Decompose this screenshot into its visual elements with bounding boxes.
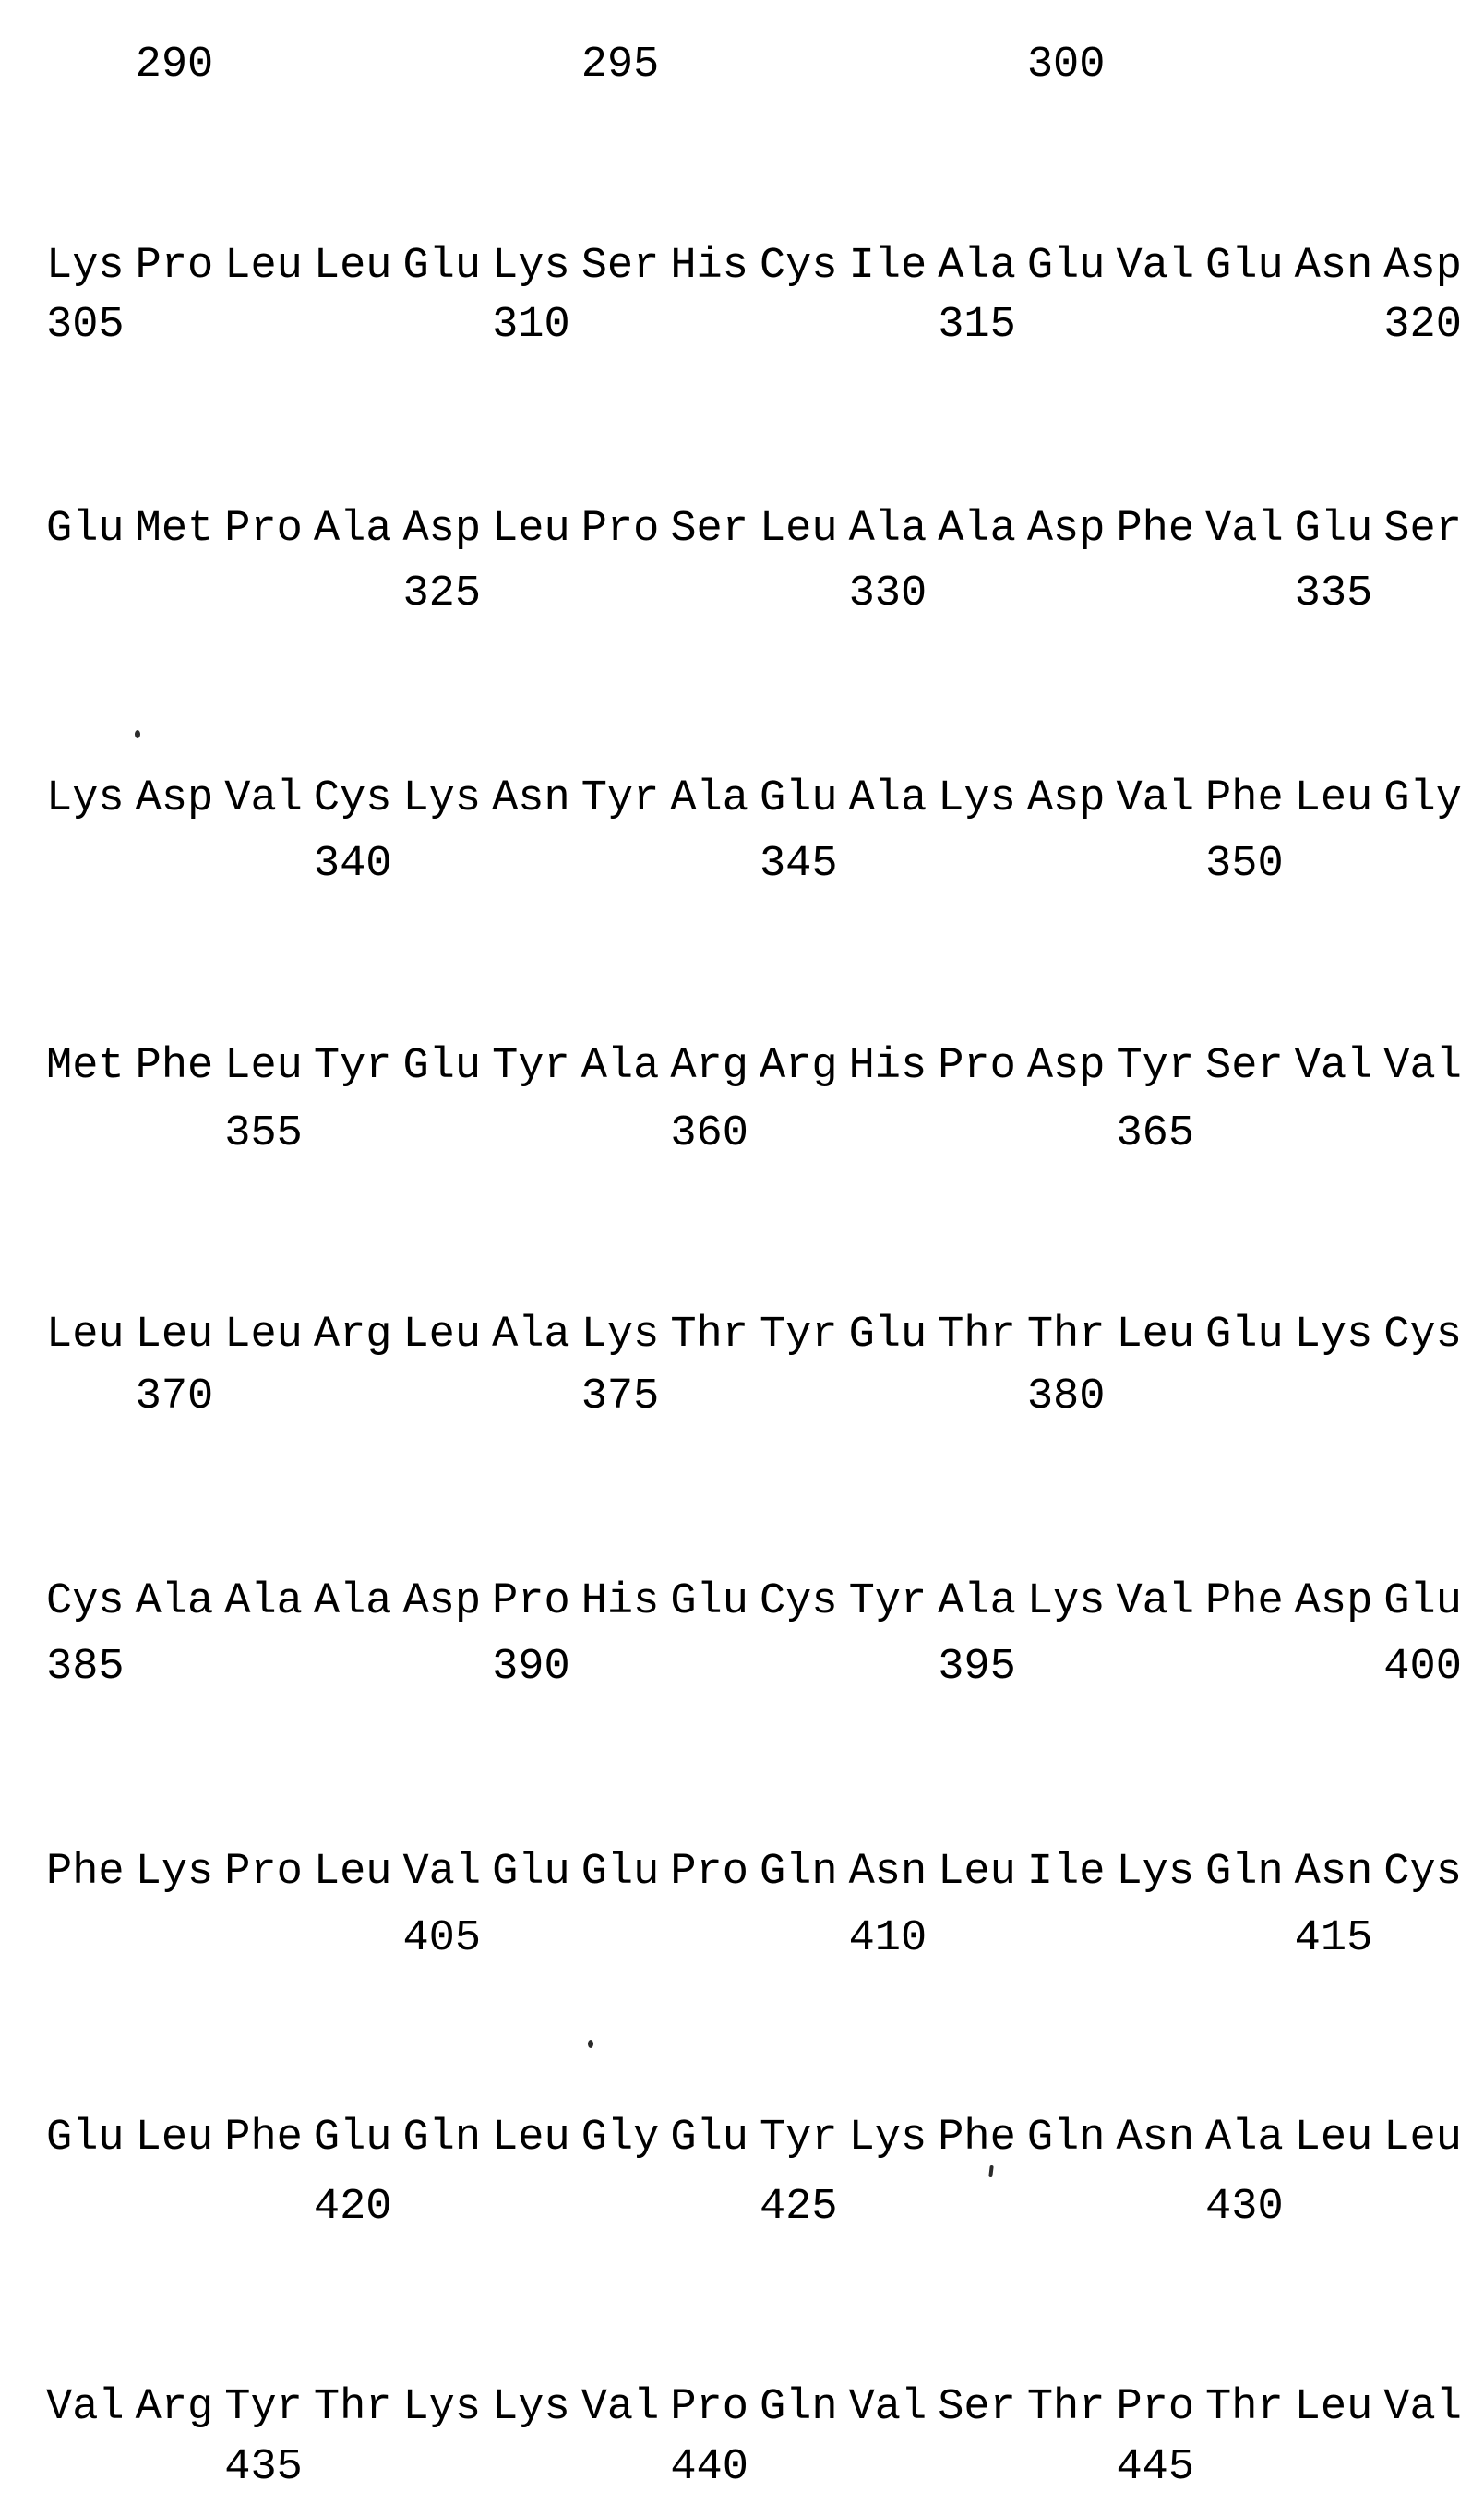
residue: Pro <box>670 1848 748 1897</box>
residue: Pro <box>224 505 303 554</box>
scan-speckle <box>135 730 140 738</box>
position-number-row <box>46 2442 1477 2498</box>
position-number-row <box>46 1372 1477 1427</box>
sequence-row <box>46 773 1477 829</box>
residue: Gln <box>402 2114 482 2163</box>
position-number: 320 <box>1383 301 1462 350</box>
residue: Leu <box>135 2114 214 2163</box>
position-number: 300 <box>1026 41 1106 90</box>
residue: Glu <box>759 774 838 823</box>
residue: Glu <box>848 1311 928 1360</box>
residue: Val <box>1205 505 1284 554</box>
residue: Asn <box>492 774 570 823</box>
position-number: 420 <box>313 2183 392 2232</box>
residue: Glu <box>46 505 125 554</box>
residue: Phe <box>135 1042 214 1091</box>
position-number: 380 <box>1026 1372 1106 1421</box>
residue: His <box>670 242 748 291</box>
residue: Glu <box>670 1577 748 1626</box>
residue: Tyr <box>759 1311 838 1360</box>
position-number: 305 <box>46 301 125 350</box>
residue: Leu <box>135 1311 214 1360</box>
residue: Leu <box>1294 2114 1373 2163</box>
residue: Lys <box>46 242 125 291</box>
residue: Tyr <box>224 2383 303 2432</box>
residue: Pro <box>938 1042 1016 1091</box>
residue: Asn <box>1116 2114 1195 2163</box>
residue: Tyr <box>759 2114 838 2163</box>
residue: Asp <box>1026 774 1106 823</box>
residue: Val <box>1116 774 1195 823</box>
residue: Leu <box>313 242 392 291</box>
residue: Thr <box>670 1311 748 1360</box>
residue: Ser <box>938 2383 1016 2432</box>
position-number-row <box>46 569 1477 624</box>
residue: Glu <box>1205 1311 1284 1360</box>
residue: Asn <box>1294 242 1373 291</box>
residue: Tyr <box>492 1042 570 1091</box>
residue: Thr <box>1205 2383 1284 2432</box>
residue: Asn <box>1294 1848 1373 1897</box>
position-number: 425 <box>759 2183 838 2232</box>
residue: Ala <box>492 1311 570 1360</box>
residue: Pro <box>135 242 214 291</box>
position-number: 340 <box>313 840 392 889</box>
position-number: 350 <box>1205 840 1284 889</box>
residue: Lys <box>46 774 125 823</box>
residue: Asp <box>402 1577 482 1626</box>
residue: Tyr <box>1116 1042 1195 1091</box>
residue: Asp <box>135 774 214 823</box>
residue: Leu <box>1294 774 1373 823</box>
residue: Ala <box>135 1577 214 1626</box>
residue: Glu <box>1205 242 1284 291</box>
residue: Lys <box>135 1848 214 1897</box>
residue: Thr <box>938 1311 1016 1360</box>
residue: Cys <box>313 774 392 823</box>
position-number-row <box>46 2182 1477 2237</box>
residue: Val <box>1383 2383 1462 2432</box>
position-number-row <box>46 300 1477 355</box>
residue: Pro <box>492 1577 570 1626</box>
residue: Phe <box>938 2114 1016 2163</box>
residue: Val <box>580 2383 660 2432</box>
residue: Ala <box>938 1577 1016 1626</box>
residue: Ser <box>1205 1042 1284 1091</box>
residue: Leu <box>46 1311 125 1360</box>
residue: Ala <box>313 505 392 554</box>
residue: Gly <box>580 2114 660 2163</box>
sequence-row <box>46 2382 1477 2438</box>
position-number-row <box>46 40 1477 95</box>
position-number: 435 <box>224 2443 303 2492</box>
residue: Leu <box>492 2114 570 2163</box>
residue: Val <box>1116 242 1195 291</box>
residue: Leu <box>224 1042 303 1091</box>
position-number: 385 <box>46 1643 125 1692</box>
position-number: 405 <box>402 1914 482 1963</box>
position-number: 315 <box>938 301 1016 350</box>
residue: Leu <box>224 1311 303 1360</box>
position-number: 370 <box>135 1372 214 1421</box>
residue: Ala <box>670 774 748 823</box>
position-number: 295 <box>580 41 660 90</box>
residue: Pro <box>1116 2383 1195 2432</box>
sequence-row <box>46 1847 1477 1902</box>
position-number: 410 <box>848 1914 928 1963</box>
position-number: 440 <box>670 2443 748 2492</box>
residue: Lys <box>492 2383 570 2432</box>
residue: Asp <box>402 505 482 554</box>
residue: Pro <box>670 2383 748 2432</box>
residue: Leu <box>224 242 303 291</box>
position-number-row <box>46 1108 1477 1164</box>
position-number: 445 <box>1116 2443 1195 2492</box>
position-number-row <box>46 839 1477 894</box>
position-number: 400 <box>1383 1643 1462 1692</box>
residue: Glu <box>670 2114 748 2163</box>
sequence-row <box>46 241 1477 296</box>
residue: Cys <box>759 242 838 291</box>
residue: Ala <box>848 774 928 823</box>
residue: Asp <box>1294 1577 1373 1626</box>
residue: Glu <box>492 1848 570 1897</box>
residue: Glu <box>580 1848 660 1897</box>
residue: Gln <box>759 1848 838 1897</box>
sequence-row <box>46 1041 1477 1096</box>
residue: Val <box>46 2383 125 2432</box>
residue: Gly <box>1383 774 1462 823</box>
residue: Asp <box>1383 242 1462 291</box>
residue: Val <box>1294 1042 1373 1091</box>
residue: Ile <box>1026 1848 1106 1897</box>
residue: Arg <box>670 1042 748 1091</box>
position-number: 290 <box>135 41 214 90</box>
residue: Asp <box>1026 1042 1106 1091</box>
residue: Lys <box>492 242 570 291</box>
residue: Phe <box>46 1848 125 1897</box>
residue: Ala <box>848 505 928 554</box>
residue: Leu <box>759 505 838 554</box>
sequence-row <box>46 504 1477 559</box>
position-number: 430 <box>1205 2183 1284 2232</box>
residue: Tyr <box>313 1042 392 1091</box>
position-number-row <box>46 1642 1477 1697</box>
residue: Leu <box>938 1848 1016 1897</box>
residue: Ser <box>670 505 748 554</box>
residue: Val <box>1383 1042 1462 1091</box>
residue: Lys <box>1116 1848 1195 1897</box>
residue: Glu <box>1294 505 1373 554</box>
sequence-row <box>46 2113 1477 2168</box>
residue: Ser <box>1383 505 1462 554</box>
residue: Gln <box>759 2383 838 2432</box>
residue: Leu <box>492 505 570 554</box>
residue: Pro <box>580 505 660 554</box>
position-number: 345 <box>759 840 838 889</box>
residue: Ala <box>580 1042 660 1091</box>
residue: Lys <box>938 774 1016 823</box>
residue: Val <box>848 2383 928 2432</box>
position-number: 390 <box>492 1643 570 1692</box>
position-number: 375 <box>580 1372 660 1421</box>
position-number: 360 <box>670 1109 748 1158</box>
residue: Ala <box>1205 2114 1284 2163</box>
scan-speckle <box>588 2040 593 2048</box>
residue: Lys <box>1026 1577 1106 1626</box>
scan-speckle <box>988 2165 994 2177</box>
residue: Ser <box>580 242 660 291</box>
residue: Ala <box>938 505 1016 554</box>
residue: Leu <box>402 1311 482 1360</box>
residue: Gln <box>1026 2114 1106 2163</box>
residue: Lys <box>402 774 482 823</box>
residue: Ala <box>224 1577 303 1626</box>
residue: His <box>580 1577 660 1626</box>
position-number: 395 <box>938 1643 1016 1692</box>
residue: Arg <box>135 2383 214 2432</box>
position-number: 415 <box>1294 1914 1373 1963</box>
residue: Asp <box>1026 505 1106 554</box>
residue: Phe <box>1116 505 1195 554</box>
residue: Val <box>402 1848 482 1897</box>
sequence-row <box>46 1576 1477 1632</box>
residue: Thr <box>1026 2383 1106 2432</box>
residue: Glu <box>402 1042 482 1091</box>
residue: Phe <box>1205 1577 1284 1626</box>
residue: Leu <box>1116 1311 1195 1360</box>
residue: Cys <box>759 1577 838 1626</box>
residue: Leu <box>1294 2383 1373 2432</box>
residue: Cys <box>1383 1311 1462 1360</box>
residue: Lys <box>580 1311 660 1360</box>
residue: Thr <box>313 2383 392 2432</box>
residue: Lys <box>848 2114 928 2163</box>
residue: Met <box>46 1042 125 1091</box>
residue: Arg <box>759 1042 838 1091</box>
residue: Thr <box>1026 1311 1106 1360</box>
residue: Tyr <box>848 1577 928 1626</box>
residue: Ile <box>848 242 928 291</box>
residue: Gln <box>1205 1848 1284 1897</box>
residue: Pro <box>224 1848 303 1897</box>
residue: Ala <box>938 242 1016 291</box>
position-number: 330 <box>848 569 928 618</box>
residue: Met <box>135 505 214 554</box>
residue: Lys <box>1294 1311 1373 1360</box>
residue: Glu <box>1026 242 1106 291</box>
sequence-row <box>46 1310 1477 1365</box>
position-number: 335 <box>1294 569 1373 618</box>
residue: Val <box>1116 1577 1195 1626</box>
residue: Arg <box>313 1311 392 1360</box>
residue: Glu <box>402 242 482 291</box>
residue: His <box>848 1042 928 1091</box>
residue: Cys <box>1383 1848 1462 1897</box>
residue: Cys <box>46 1577 125 1626</box>
position-number: 310 <box>492 301 570 350</box>
residue: Glu <box>313 2114 392 2163</box>
position-number: 355 <box>224 1109 303 1158</box>
residue: Phe <box>1205 774 1284 823</box>
residue: Leu <box>1383 2114 1462 2163</box>
residue: Leu <box>313 1848 392 1897</box>
residue: Glu <box>46 2114 125 2163</box>
position-number-row <box>46 1913 1477 1969</box>
residue: Phe <box>224 2114 303 2163</box>
residue: Val <box>224 774 303 823</box>
residue: Tyr <box>580 774 660 823</box>
position-number: 325 <box>402 569 482 618</box>
residue: Glu <box>1383 1577 1462 1626</box>
residue: Asn <box>848 1848 928 1897</box>
residue: Ala <box>313 1577 392 1626</box>
position-number: 365 <box>1116 1109 1195 1158</box>
residue: Lys <box>402 2383 482 2432</box>
